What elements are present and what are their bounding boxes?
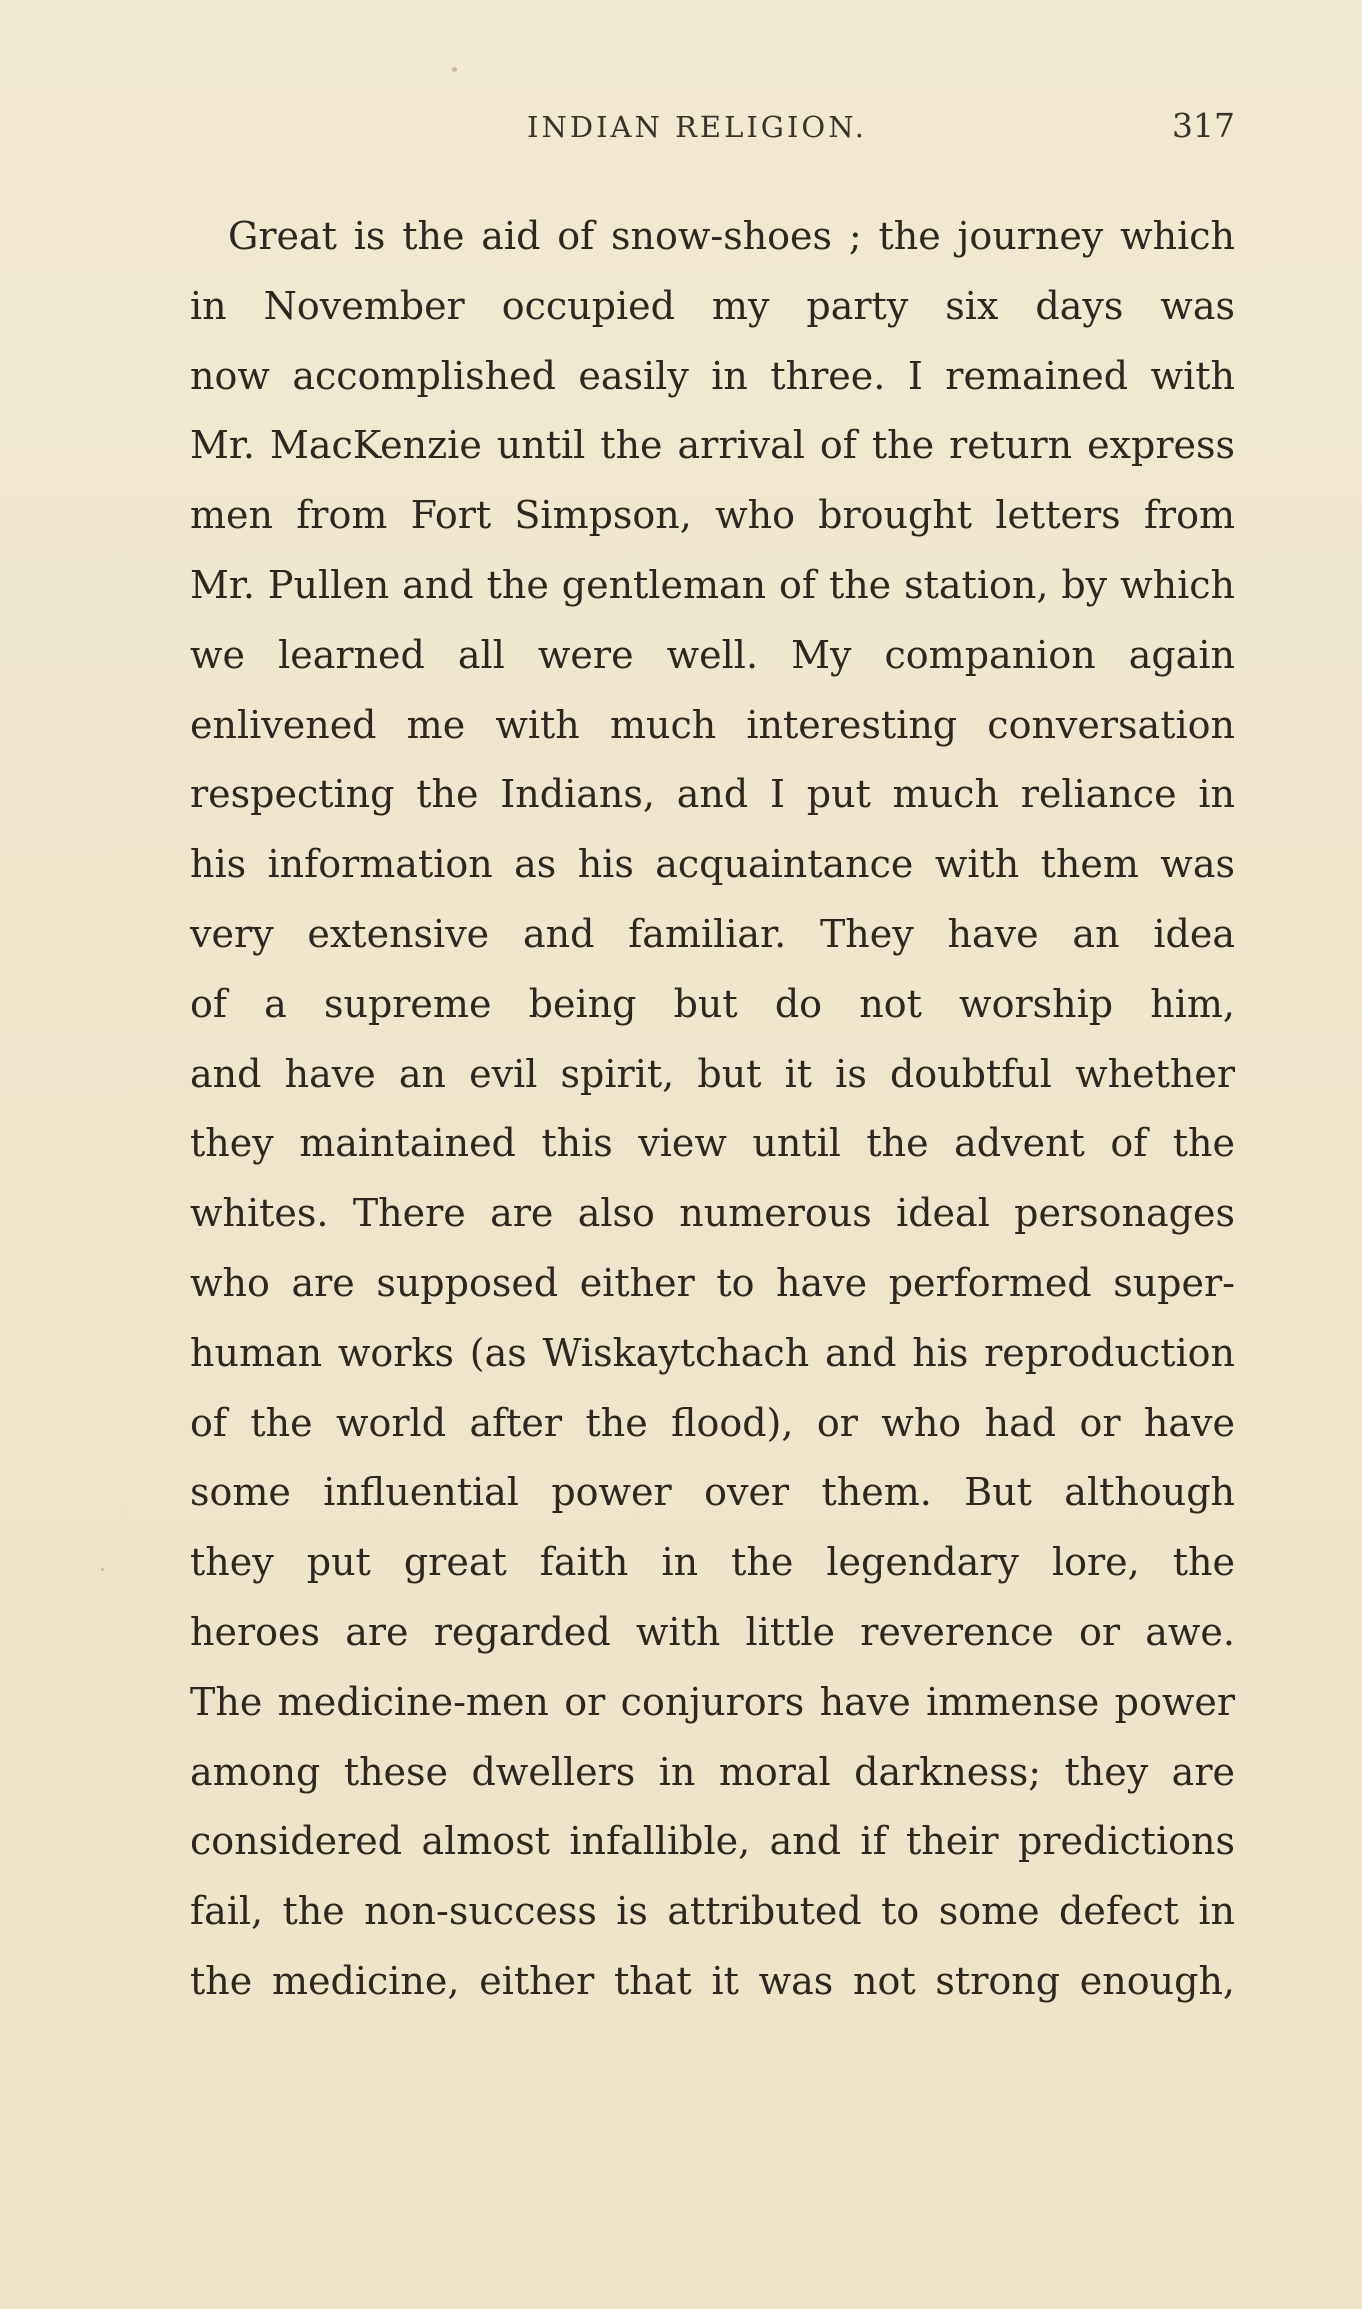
- text-line: enlivened me with much interesting conversation: [190, 702, 1235, 747]
- text-line: they maintained this view until the advent of the: [190, 1121, 1235, 1166]
- body-text: [190, 202, 1235, 2017]
- text-line: now accomplished easily in three. I remained with: [190, 353, 1235, 398]
- text-line: who are supposed either to have performed super-: [190, 1260, 1235, 1305]
- text-line: fail, the non-success is attributed to some defect in: [190, 1889, 1235, 1934]
- text-line: considered almost infallible, and if their predictions: [190, 1819, 1235, 1864]
- text-line: we learned all were well. My companion again: [190, 632, 1235, 677]
- text-line: they put great faith in the legendary lore, the: [190, 1540, 1235, 1585]
- text-line: of a supreme being but do not worship him,: [190, 981, 1235, 1026]
- running-head: INDIAN RELIGION.: [527, 110, 867, 144]
- text-line: in November occupied my party six days was: [190, 283, 1235, 328]
- text-line: Mr. MacKenzie until the arrival of the return express: [190, 423, 1235, 468]
- paper-speck: [101, 1568, 104, 1571]
- text-line: respecting the Indians, and I put much reliance in: [190, 772, 1235, 817]
- text-line: whites. There are also numerous ideal personages: [190, 1191, 1235, 1236]
- page-number: 317: [1172, 106, 1235, 145]
- text-line: men from Fort Simpson, who brought letters from: [190, 493, 1235, 538]
- text-line: heroes are regarded with little reverence or awe.: [190, 1609, 1235, 1654]
- text-line: his information as his acquaintance with them was: [190, 842, 1235, 887]
- text-line: among these dwellers in moral darkness; they are: [190, 1749, 1235, 1794]
- text-line: human works (as Wiskaytchach and his reproduction: [190, 1330, 1235, 1375]
- text-line: Great is the aid of snow-shoes ; the journey which: [228, 214, 1235, 258]
- paper-speck: [452, 67, 457, 72]
- text-line: Mr. Pullen and the gentleman of the station, by which: [190, 562, 1235, 607]
- text-line: the medicine, either that it was not strong enough,: [190, 1958, 1235, 2003]
- text-line: some influential power over them. But although: [190, 1470, 1235, 1515]
- text-line: of the world after the flood), or who had or have: [190, 1400, 1235, 1445]
- text-line: very extensive and familiar. They have an idea: [190, 911, 1235, 956]
- text-line: The medicine-men or conjurors have immense power: [190, 1679, 1235, 1724]
- text-line: and have an evil spirit, but it is doubtful whether: [190, 1051, 1235, 1096]
- page-header: [190, 106, 1235, 154]
